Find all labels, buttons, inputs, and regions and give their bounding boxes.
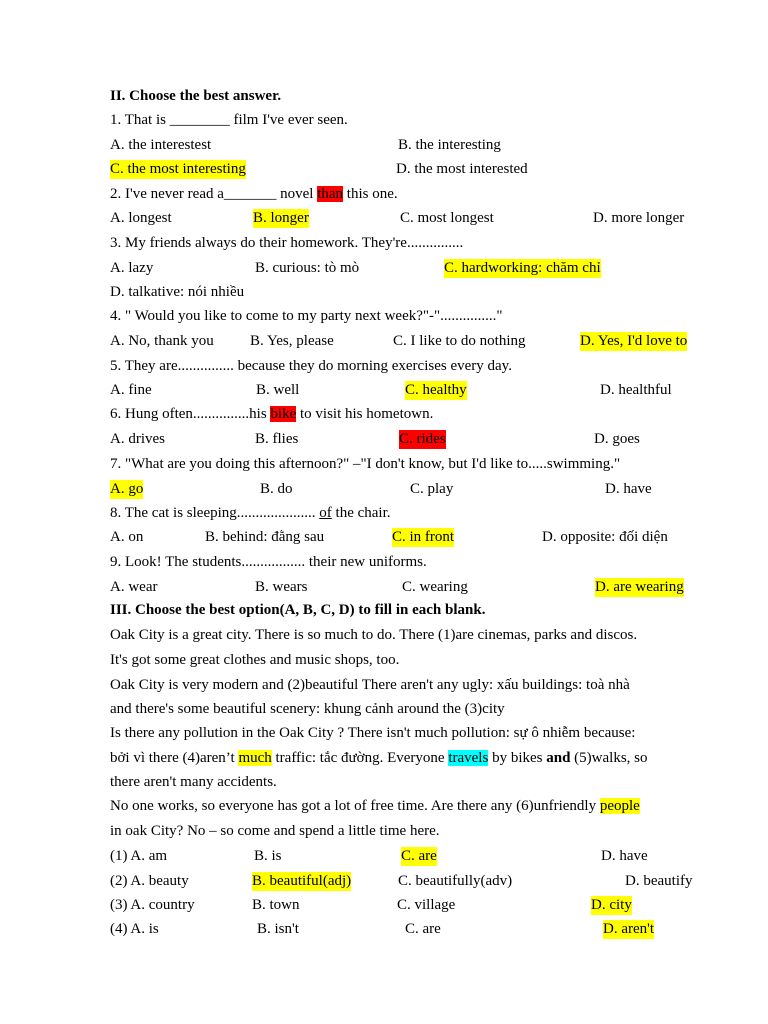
q5-option-b: B. well bbox=[256, 382, 300, 398]
q5-option-d: D. healthful bbox=[600, 382, 672, 398]
question-5: 5. They are............... because they do morning exercises every day. bbox=[110, 358, 512, 374]
passage-text: (5)walks, so bbox=[570, 750, 648, 766]
q2-option-d: D. more longer bbox=[593, 210, 685, 226]
q1-option-a: A. the interestest bbox=[110, 137, 212, 153]
question-7-options bbox=[0, 480, 768, 499]
passage-line-2: It's got some great clothes and music shops, too. bbox=[110, 652, 400, 668]
b3-option-b: B. town bbox=[252, 897, 300, 913]
passage-text: No one works, so everyone has got a lot of free time. Are there any (6)unfriendly bbox=[110, 798, 600, 814]
b2-option-b-highlighted: B. beautiful(adj) bbox=[252, 873, 352, 889]
b4-option-b: B. isn't bbox=[257, 921, 299, 937]
question-3: 3. My friends always do their homework. They're............... bbox=[110, 235, 464, 251]
passage-line-1: Oak City is a great city. There is so much to do. There (1)are cinemas, parks and discos. bbox=[110, 627, 638, 643]
q6-option-a: A. drives bbox=[110, 431, 165, 447]
b3-option-d-highlighted: D. city bbox=[591, 897, 632, 913]
q5-option-a: A. fine bbox=[110, 382, 152, 398]
passage-text: traffic: tắc đường. Everyone bbox=[271, 750, 449, 766]
question-8-options bbox=[0, 528, 768, 547]
passage-text: by bikes bbox=[488, 750, 547, 766]
q6-option-d: D. goes bbox=[594, 431, 640, 447]
q8-option-b: B. behind: đằng sau bbox=[205, 529, 325, 545]
passage-line-4: and there's some beautiful scenery: khung cảnh around the (3)city bbox=[110, 701, 505, 717]
question-6 bbox=[110, 405, 433, 424]
question-4-options bbox=[0, 332, 768, 351]
question-6-options bbox=[0, 430, 768, 449]
q7-option-d: D. have bbox=[605, 481, 652, 497]
q8-underlined-word: of bbox=[319, 505, 332, 521]
passage-highlight-much: much bbox=[238, 750, 272, 766]
question-7: 7. "What are you doing this afternoon?" –"I don't know, but I'd like to.....swimming." bbox=[110, 456, 621, 472]
q3-option-c-highlighted: C. hardworking: chăm chỉ bbox=[444, 260, 601, 276]
q4-option-a: A. No, thank you bbox=[110, 333, 214, 349]
q8-option-c-highlighted: C. in front bbox=[392, 529, 455, 545]
q9-option-a: A. wear bbox=[110, 579, 158, 595]
passage-line-5: Is there any pollution in the Oak City ? There isn't much pollution: sự ô nhiễm because: bbox=[110, 725, 636, 741]
q2-option-a: A. longest bbox=[110, 210, 172, 226]
passage-line-6 bbox=[110, 749, 648, 768]
q6-option-b: B. flies bbox=[255, 431, 299, 447]
b1-option-b: B. is bbox=[254, 848, 282, 864]
passage-line-3: Oak City is very modern and (2)beautiful There aren't any ugly: xấu buildings: toà nhà bbox=[110, 677, 630, 693]
b3-option-a: (3) A. country bbox=[110, 897, 195, 913]
q2-option-c: C. most longest bbox=[400, 210, 494, 226]
question-9: 9. Look! The students................. their new uniforms. bbox=[110, 554, 427, 570]
q6-option-c-highlighted: C. rides bbox=[399, 431, 446, 447]
passage-line-9: in oak City? No – so come and spend a little time here. bbox=[110, 823, 440, 839]
question-8 bbox=[110, 504, 391, 523]
q8-text-post: the chair. bbox=[331, 505, 391, 521]
b4-option-d-highlighted: D. aren't bbox=[603, 921, 655, 937]
passage-line-8 bbox=[110, 797, 640, 816]
q8-option-a: A. on bbox=[110, 529, 144, 545]
q1-option-c-highlighted: C. the most interesting bbox=[110, 161, 246, 177]
blank-4-options bbox=[0, 920, 768, 939]
q8-option-d: D. opposite: đối diện bbox=[542, 529, 668, 545]
q6-text-post: to visit his hometown. bbox=[296, 406, 434, 422]
q9-option-b: B. wears bbox=[255, 579, 308, 595]
q8-text-pre: 8. The cat is sleeping..................... bbox=[110, 505, 320, 521]
question-3-options bbox=[0, 259, 768, 278]
q1-option-d: D. the most interested bbox=[396, 161, 528, 177]
blank-1-options bbox=[0, 847, 768, 866]
question-1: 1. That is ________ film I've ever seen. bbox=[110, 112, 348, 128]
question-1-options bbox=[0, 136, 768, 155]
q4-option-c: C. I like to do nothing bbox=[393, 333, 526, 349]
q1-option-b: B. the interesting bbox=[398, 137, 501, 153]
q6-marked-word: bike bbox=[270, 406, 297, 422]
q2-option-b-highlighted: B. longer bbox=[253, 210, 309, 226]
q3-option-b: B. curious: tò mò bbox=[255, 260, 360, 276]
b2-option-d: D. beautify bbox=[625, 873, 693, 889]
q4-option-b: B. Yes, please bbox=[250, 333, 334, 349]
question-1-options-2 bbox=[0, 160, 768, 179]
q7-option-a-highlighted: A. go bbox=[110, 481, 144, 497]
blank-3-options bbox=[0, 896, 768, 915]
q4-option-d-highlighted: D. Yes, I'd love to bbox=[580, 333, 688, 349]
question-2-options bbox=[0, 209, 768, 228]
b1-option-d: D. have bbox=[601, 848, 648, 864]
section-3-heading: III. Choose the best option(A, B, C, D) to fill in each blank. bbox=[110, 602, 486, 618]
q7-option-b: B. do bbox=[260, 481, 293, 497]
q6-text-pre: 6. Hung often...............his bbox=[110, 406, 271, 422]
passage-highlight-travels: travels bbox=[448, 750, 489, 766]
passage-bold-and: and bbox=[546, 750, 571, 766]
q3-option-d: D. talkative: nói nhiều bbox=[110, 284, 245, 300]
passage-text: bởi vì there (4)aren’t bbox=[110, 750, 239, 766]
question-2 bbox=[110, 185, 398, 204]
b2-option-a: (2) A. beauty bbox=[110, 873, 189, 889]
b4-option-c: C. are bbox=[405, 921, 441, 937]
q2-text-post: this one. bbox=[343, 186, 398, 202]
passage-line-7: there aren't many accidents. bbox=[110, 774, 277, 790]
q2-text-pre: 2. I've never read a_______ novel bbox=[110, 186, 318, 202]
q9-option-d-highlighted: D. are wearing bbox=[595, 579, 684, 595]
question-9-options bbox=[0, 578, 768, 597]
q3-option-a: A. lazy bbox=[110, 260, 154, 276]
q2-marked-word: than bbox=[317, 186, 344, 202]
b4-option-a: (4) A. is bbox=[110, 921, 159, 937]
question-4: 4. " Would you like to come to my party next week?"-"..............." bbox=[110, 308, 503, 324]
blank-2-options bbox=[0, 872, 768, 891]
section-2-heading: II. Choose the best answer. bbox=[110, 88, 282, 104]
passage-highlight-people: people bbox=[599, 798, 640, 814]
question-5-options bbox=[0, 381, 768, 400]
q9-option-c: C. wearing bbox=[402, 579, 468, 595]
q5-option-c-highlighted: C. healthy bbox=[405, 382, 467, 398]
b1-option-a: (1) A. am bbox=[110, 848, 168, 864]
b2-option-c: C. beautifully(adv) bbox=[398, 873, 513, 889]
q7-option-c: C. play bbox=[410, 481, 454, 497]
b3-option-c: C. village bbox=[397, 897, 456, 913]
b1-option-c-highlighted: C. are bbox=[401, 848, 437, 864]
